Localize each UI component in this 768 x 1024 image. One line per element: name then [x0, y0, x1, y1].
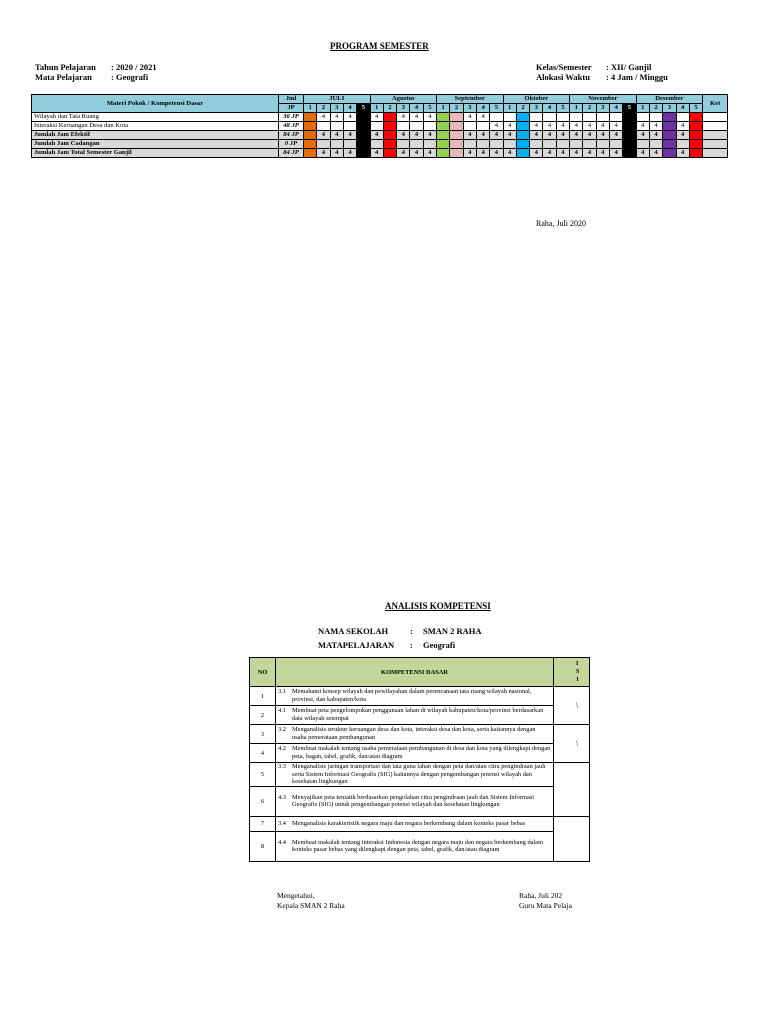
- week-cell: [663, 113, 676, 122]
- week-cell: [383, 113, 396, 122]
- week-cell: [689, 149, 702, 158]
- week-cell: 4: [490, 131, 503, 140]
- week-cell: [490, 140, 503, 149]
- week-cell: 4: [609, 122, 622, 131]
- week-cell: [689, 122, 702, 131]
- week-cell: [503, 140, 516, 149]
- week-cell: [623, 140, 636, 149]
- week-number: 4: [410, 104, 423, 113]
- kelas-value: : XII/ Ganjil: [606, 62, 652, 72]
- week-cell: [583, 140, 596, 149]
- kd-text: Menyajikan peta tematik berdasarkan pengolahan citra pengindraan jauh dan Sistem Informasi Geografis (SIG) untuk pengembangan potensi wilayah dan kesehatan lingkungan: [292, 793, 535, 809]
- week-cell: 4: [530, 131, 543, 140]
- nama-sekolah: [318, 626, 482, 636]
- week-cell: [649, 140, 662, 149]
- week-number: 3: [596, 104, 609, 113]
- col-materi: Materi Pokok / Kompetensi Dasar: [32, 95, 279, 113]
- program-semester-table: [31, 94, 728, 158]
- table-row: [32, 113, 728, 122]
- kd-code: 3.1: [278, 688, 286, 696]
- place-date: Raha, Juli 2020: [536, 219, 586, 228]
- week-number: 4: [543, 104, 556, 113]
- kelas-label: Kelas/Semester: [536, 62, 592, 72]
- week-number: 2: [583, 104, 596, 113]
- week-number: 3: [530, 104, 543, 113]
- week-cell: [676, 113, 689, 122]
- col-no: NO: [250, 658, 276, 687]
- kd-cell: [276, 725, 554, 744]
- week-number: 3: [397, 104, 410, 113]
- week-cell: 4: [410, 131, 423, 140]
- side-cell: [554, 763, 590, 817]
- footer-left: [277, 891, 345, 911]
- week-cell: [676, 140, 689, 149]
- week-number: 5: [556, 104, 569, 113]
- week-cell: [623, 122, 636, 131]
- week-cell: [343, 122, 356, 131]
- week-number: 2: [516, 104, 529, 113]
- week-number: 2: [383, 104, 396, 113]
- mapel2-label: MATAPELAJARAN: [318, 640, 395, 650]
- week-cell: [463, 122, 476, 131]
- week-cell: 4: [490, 149, 503, 158]
- week-cell: 4: [503, 131, 516, 140]
- week-cell: [530, 140, 543, 149]
- week-cell: [370, 140, 383, 149]
- mata-pelajaran: [35, 72, 148, 82]
- materi-jp: 36 JP: [279, 113, 304, 122]
- materi-jp: 0 JP: [279, 140, 304, 149]
- month-header: September: [437, 95, 503, 104]
- ket-cell: [703, 122, 728, 131]
- week-cell: 4: [583, 131, 596, 140]
- week-cell: 4: [370, 113, 383, 122]
- week-number: 3: [330, 104, 343, 113]
- week-cell: [663, 140, 676, 149]
- week-number: 1: [370, 104, 383, 113]
- week-number: 5: [490, 104, 503, 113]
- week-cell: 4: [583, 149, 596, 158]
- week-cell: [304, 140, 317, 149]
- materi-name: Jumlah Jam Total Semester Ganjil: [32, 149, 279, 158]
- week-cell: [357, 140, 370, 149]
- kd-row: [250, 816, 590, 831]
- week-cell: 4: [317, 149, 330, 158]
- month-header: Oktober: [503, 95, 570, 104]
- week-cell: [516, 113, 529, 122]
- week-cell: [636, 140, 649, 149]
- kd-cell: [276, 786, 554, 816]
- kd-no: 5: [250, 763, 276, 787]
- week-cell: [450, 140, 463, 149]
- week-cell: [490, 113, 503, 122]
- ket-cell: [703, 149, 728, 158]
- tahun-pelajaran: [35, 62, 157, 72]
- week-cell: [596, 140, 609, 149]
- week-cell: [476, 140, 489, 149]
- week-cell: 4: [476, 131, 489, 140]
- week-cell: 4: [583, 122, 596, 131]
- week-number: 2: [649, 104, 662, 113]
- week-number: 1: [304, 104, 317, 113]
- summary-row: [32, 149, 728, 158]
- kd-cell: [276, 687, 554, 706]
- week-cell: [623, 149, 636, 158]
- sekolah-value: SMAN 2 RAHA: [423, 626, 482, 636]
- kd-cell: [276, 706, 554, 725]
- week-cell: [383, 140, 396, 149]
- week-cell: 4: [636, 149, 649, 158]
- materi-name: Wilayah dan Tata Ruang: [32, 113, 279, 122]
- week-cell: [317, 122, 330, 131]
- week-cell: [516, 122, 529, 131]
- kd-cell: [276, 763, 554, 787]
- kd-code: 4.4: [278, 838, 286, 846]
- week-cell: 4: [636, 131, 649, 140]
- week-cell: 4: [649, 122, 662, 131]
- week-number: 4: [476, 104, 489, 113]
- week-cell: 4: [543, 122, 556, 131]
- week-cell: [317, 140, 330, 149]
- week-cell: 4: [649, 149, 662, 158]
- alokasi-waktu: [536, 72, 668, 82]
- tahun-label: Tahun Pelajaran: [35, 62, 96, 72]
- week-cell: [370, 122, 383, 131]
- week-cell: 4: [476, 149, 489, 158]
- month-header: Desember: [636, 95, 703, 104]
- week-number: 5: [689, 104, 702, 113]
- week-cell: 4: [330, 149, 343, 158]
- side-mark: \: [554, 725, 590, 763]
- week-cell: 4: [570, 131, 583, 140]
- week-cell: 4: [370, 131, 383, 140]
- week-cell: 4: [330, 131, 343, 140]
- month-header: Agustus: [370, 95, 437, 104]
- week-cell: 4: [423, 149, 436, 158]
- materi-jp: 84 JP: [279, 131, 304, 140]
- week-cell: [609, 140, 622, 149]
- kd-text: Membuat peta pengelompokan penggunaan lahan di wilayah kabupaten/kota/provinsi berdasarkan data wilayah setempat: [292, 707, 544, 722]
- analisis-title: ANALISIS KOMPETENSI: [385, 601, 491, 611]
- week-cell: [516, 131, 529, 140]
- week-cell: 4: [596, 131, 609, 140]
- side-header-1: I: [576, 661, 579, 667]
- kd-text: Memahami konsep wilayah dan pewilayahan dalam perencanaan tata ruang wilayah nasional, provinsi, dan kabupaten/kota: [292, 688, 532, 703]
- week-cell: [423, 122, 436, 131]
- materi-name: Interaksi Keruangan Desa dan Kota: [32, 122, 279, 131]
- week-cell: [304, 131, 317, 140]
- week-number: 1: [503, 104, 516, 113]
- ket-cell: [703, 131, 728, 140]
- week-cell: 4: [503, 149, 516, 158]
- kd-no: 2: [250, 706, 276, 725]
- week-number: 4: [676, 104, 689, 113]
- week-cell: 4: [370, 149, 383, 158]
- week-cell: [357, 122, 370, 131]
- week-cell: 4: [476, 113, 489, 122]
- week-cell: [516, 140, 529, 149]
- week-cell: 4: [543, 131, 556, 140]
- week-number: 3: [463, 104, 476, 113]
- week-cell: 4: [556, 122, 569, 131]
- ket-cell: [703, 113, 728, 122]
- week-cell: 4: [543, 149, 556, 158]
- kd-row: [250, 831, 590, 861]
- materi-name: Jumlah Jam Cadangan: [32, 140, 279, 149]
- week-cell: [543, 113, 556, 122]
- alokasi-label: Alokasi Waktu: [536, 72, 590, 82]
- week-number: 4: [343, 104, 356, 113]
- side-cell: [554, 816, 590, 861]
- week-cell: [410, 122, 423, 131]
- week-cell: [516, 149, 529, 158]
- week-cell: [663, 122, 676, 131]
- kd-no: 3: [250, 725, 276, 744]
- week-cell: [383, 122, 396, 131]
- week-cell: [304, 122, 317, 131]
- week-cell: 4: [609, 149, 622, 158]
- kd-code: 3.3: [278, 763, 286, 770]
- week-cell: [437, 122, 450, 131]
- kd-row: [250, 763, 590, 787]
- week-cell: [663, 131, 676, 140]
- week-cell: [623, 131, 636, 140]
- kd-no: 8: [250, 831, 276, 861]
- week-cell: 4: [343, 131, 356, 140]
- week-cell: [503, 113, 516, 122]
- kd-text: Membuat makalah tentang usaha pemerataan pembangunan di desa dan kota yang dilengkapi dengan peta, bagan, tabel, grafik, dan/atau diagram: [292, 745, 551, 760]
- week-cell: [343, 140, 356, 149]
- week-cell: 4: [397, 149, 410, 158]
- week-cell: [450, 113, 463, 122]
- week-cell: [357, 113, 370, 122]
- week-cell: 4: [463, 149, 476, 158]
- week-cell: [450, 122, 463, 131]
- week-cell: 4: [397, 131, 410, 140]
- week-cell: [663, 149, 676, 158]
- analisis-header-row: [250, 658, 590, 687]
- mapel-label: Mata Pelajaran: [35, 72, 92, 82]
- week-cell: [450, 149, 463, 158]
- week-cell: [556, 113, 569, 122]
- week-cell: [437, 113, 450, 122]
- week-cell: [330, 122, 343, 131]
- week-cell: 4: [570, 149, 583, 158]
- week-number: 4: [609, 104, 622, 113]
- kd-no: 4: [250, 744, 276, 763]
- week-cell: [304, 113, 317, 122]
- ket-cell: [703, 140, 728, 149]
- kd-text: Membuat makalah tentang interaksi Indonesia dengan negara maju dan negara berkembang dalam konteks pasar bebas yang dilengkapi dengan peta, tabel, grafik, dan/atau diagram: [292, 838, 544, 854]
- kd-no: 7: [250, 816, 276, 831]
- analisis-table-wrap: [249, 657, 580, 862]
- summary-row: [32, 131, 728, 140]
- tahun-value: : 2020 / 2021: [111, 62, 157, 72]
- week-cell: [609, 113, 622, 122]
- week-cell: 4: [463, 131, 476, 140]
- kd-code: 4.2: [278, 745, 286, 753]
- week-number: 3: [663, 104, 676, 113]
- kd-code: 4.3: [278, 793, 286, 801]
- kd-row: [250, 744, 590, 763]
- week-number: 1: [570, 104, 583, 113]
- kd-no: 6: [250, 786, 276, 816]
- week-cell: 4: [649, 131, 662, 140]
- col-ket: Ket: [703, 95, 728, 113]
- week-number: 1: [437, 104, 450, 113]
- week-cell: [330, 140, 343, 149]
- week-cell: [570, 113, 583, 122]
- week-cell: 4: [397, 113, 410, 122]
- sekolah-sep: :: [410, 626, 413, 636]
- sekolah-label: NAMA SEKOLAH: [318, 626, 389, 636]
- week-cell: 4: [343, 149, 356, 158]
- mapel-value: : Geografi: [111, 72, 149, 82]
- week-cell: [437, 149, 450, 158]
- week-cell: [397, 140, 410, 149]
- kd-row: [250, 725, 590, 744]
- summary-row: [32, 140, 728, 149]
- month-header: JULI: [304, 95, 371, 104]
- week-cell: [689, 113, 702, 122]
- week-number: 2: [450, 104, 463, 113]
- month-header: November: [570, 95, 637, 104]
- footer-mengetahui: Mengetahui,: [277, 891, 315, 900]
- footer-right: [519, 891, 575, 911]
- col-side: [554, 658, 590, 687]
- alokasi-value: : 4 Jam / Minggu: [606, 72, 668, 82]
- week-cell: 4: [609, 131, 622, 140]
- week-cell: 4: [530, 149, 543, 158]
- side-header-2: S: [576, 669, 580, 675]
- week-cell: [556, 140, 569, 149]
- kd-row: [250, 706, 590, 725]
- week-cell: 4: [556, 131, 569, 140]
- week-cell: 4: [423, 131, 436, 140]
- kelas-semester: [536, 62, 651, 72]
- kd-cell: [276, 744, 554, 763]
- week-cell: [583, 113, 596, 122]
- week-cell: 4: [676, 131, 689, 140]
- table-row: [32, 122, 728, 131]
- kd-text: Menganalisis jaringan transportasi dan tata guna lahan dengan peta dan/atau citra pengindraan jauh serta Sistem Informasi Geografis (SIG) kaitannya dengan pengembangan potensi wilayah dan kesehatan lingkungan: [292, 763, 546, 786]
- week-cell: [383, 131, 396, 140]
- week-cell: [423, 140, 436, 149]
- week-cell: [357, 149, 370, 158]
- materi-jp: 84 JP: [279, 149, 304, 158]
- kd-text: Menganalisis struktur keruangan desa dan kota, interaksi desa dan kota, serta kaitannya dengan usaha pemerataan pembangunan: [292, 726, 536, 741]
- mapel2-sep: :: [410, 640, 413, 650]
- week-cell: [437, 131, 450, 140]
- week-cell: [636, 113, 649, 122]
- week-number: 5: [357, 104, 370, 113]
- week-cell: 4: [570, 122, 583, 131]
- week-number: 1: [636, 104, 649, 113]
- week-cell: [450, 131, 463, 140]
- week-cell: 4: [503, 122, 516, 131]
- week-cell: 4: [596, 149, 609, 158]
- col-jp: JP: [279, 104, 304, 113]
- kd-text: Menganalisis karakteristik negara maju dan negara berkembang dalam konteks pasar bebas: [292, 819, 526, 827]
- col-kompetensi: KOMPETENSI DASAR: [276, 658, 554, 687]
- week-cell: [570, 140, 583, 149]
- analisis-table: [249, 657, 590, 862]
- week-cell: [357, 131, 370, 140]
- week-cell: [689, 140, 702, 149]
- week-cell: [476, 122, 489, 131]
- week-cell: [623, 113, 636, 122]
- week-cell: [689, 131, 702, 140]
- matapelajaran: [318, 640, 455, 650]
- week-cell: 4: [676, 149, 689, 158]
- week-cell: 4: [410, 113, 423, 122]
- week-cell: 4: [636, 122, 649, 131]
- kd-cell: [276, 831, 554, 861]
- footer-guru: Guru Mata Pelaja: [519, 901, 572, 910]
- kd-no: 1: [250, 687, 276, 706]
- program-title: PROGRAM SEMESTER: [330, 41, 429, 51]
- week-cell: [543, 140, 556, 149]
- week-cell: [383, 149, 396, 158]
- kd-code: 4.1: [278, 707, 286, 715]
- side-mark: \: [554, 687, 590, 725]
- mapel2-value: Geografi: [423, 640, 456, 650]
- materi-name: Jumlah Jam Efektif: [32, 131, 279, 140]
- week-cell: 4: [330, 113, 343, 122]
- week-cell: [649, 113, 662, 122]
- kd-code: 3.4: [278, 819, 286, 827]
- kd-code: 3.2: [278, 726, 286, 734]
- week-cell: [437, 140, 450, 149]
- side-header-3: 1: [576, 677, 579, 683]
- week-cell: 4: [317, 131, 330, 140]
- week-cell: 4: [596, 122, 609, 131]
- week-cell: 4: [530, 122, 543, 131]
- footer-kepala: Kepala SMAN 2 Raha: [277, 901, 345, 910]
- week-cell: [397, 122, 410, 131]
- week-cell: [410, 140, 423, 149]
- col-jml: Jml: [279, 95, 304, 104]
- week-number: 5: [623, 104, 636, 113]
- week-cell: 4: [410, 149, 423, 158]
- header-row-months: [32, 95, 728, 104]
- kd-cell: [276, 816, 554, 831]
- week-cell: [463, 140, 476, 149]
- kd-row: [250, 786, 590, 816]
- week-cell: 4: [317, 113, 330, 122]
- week-cell: 4: [676, 122, 689, 131]
- week-cell: [530, 113, 543, 122]
- week-cell: 4: [463, 113, 476, 122]
- week-number: 2: [317, 104, 330, 113]
- week-cell: [596, 113, 609, 122]
- week-number: 5: [423, 104, 436, 113]
- week-cell: 4: [556, 149, 569, 158]
- week-cell: 4: [490, 122, 503, 131]
- week-cell: 4: [423, 113, 436, 122]
- footer-raha: Raha, Juli 202: [519, 891, 563, 900]
- kd-row: [250, 687, 590, 706]
- week-cell: 4: [343, 113, 356, 122]
- week-cell: [304, 149, 317, 158]
- materi-jp: 48 JP: [279, 122, 304, 131]
